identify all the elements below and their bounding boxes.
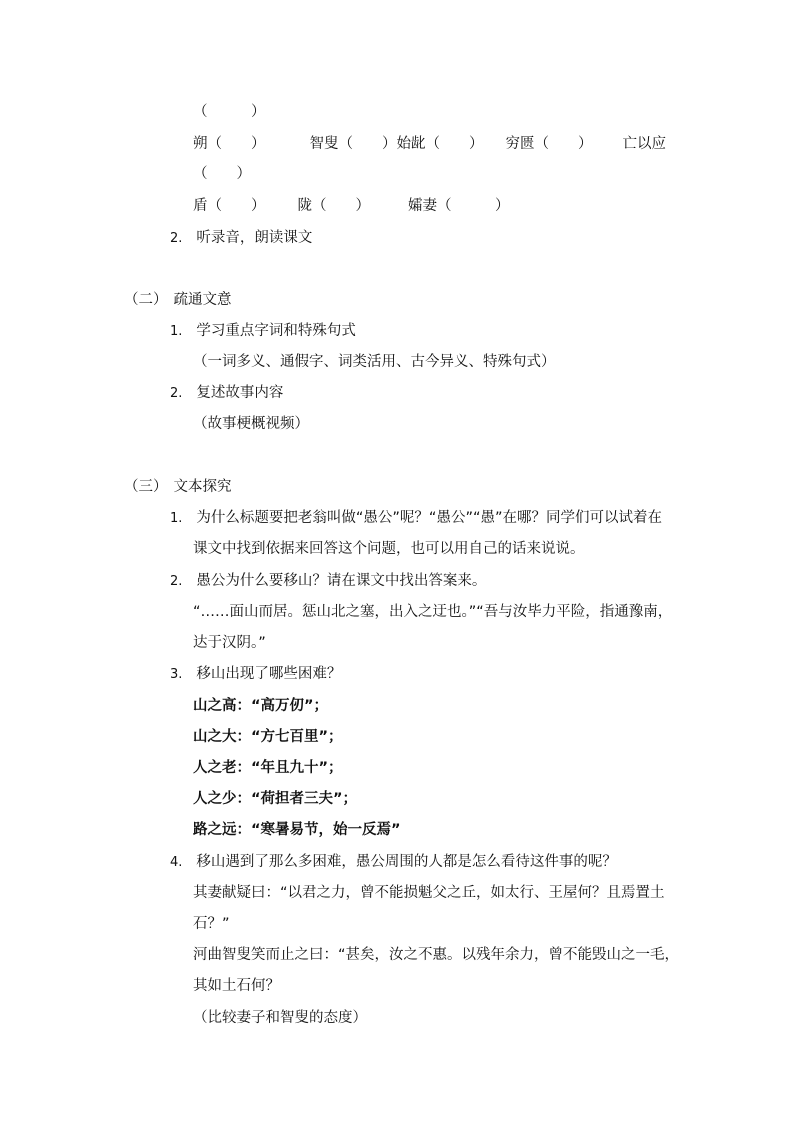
s2-item-2-note: （故事梗概视频） xyxy=(193,416,309,432)
pron-row-1 xyxy=(193,134,666,154)
item-number: 3. xyxy=(170,667,183,682)
heading-number: （二） xyxy=(124,292,168,308)
s2-item-1 xyxy=(170,321,356,342)
item-number: 1. xyxy=(170,511,183,526)
compare-note: （比较妻子和智叟的态度） xyxy=(193,1010,367,1026)
pron-item: 亡以应 xyxy=(622,136,666,152)
pron-item: 智叟（ ）始龀（ ） xyxy=(309,136,484,152)
wife-quote-cont: 石？” xyxy=(193,916,230,932)
heading-number: （三） xyxy=(124,479,168,495)
item-text: 学习重点字词和特殊句式 xyxy=(196,323,356,339)
heading-text: 文本探究 xyxy=(173,479,232,495)
pron-item: 陇（ ） xyxy=(297,198,370,214)
section-heading-3 xyxy=(124,477,232,497)
item-number: 2. xyxy=(170,574,183,589)
section-heading-2 xyxy=(124,290,232,310)
s3-question-4 xyxy=(170,852,617,873)
heading-text: 疏通文意 xyxy=(173,292,232,308)
item-number: 2. xyxy=(170,386,183,401)
difficulty-item: 路之远：“寒暑易节，始一反焉” xyxy=(193,822,401,838)
item-number: 1. xyxy=(170,324,183,339)
s2-item-1-note: （一词多义、通假字、词类活用、古今异义、特殊句式） xyxy=(193,354,556,370)
difficulty-item: 山之高：“高万仞”； xyxy=(193,698,329,714)
zhisou-quote-cont: 其如土石何？ xyxy=(193,978,280,994)
zhisou-quote: 河曲智叟笑而止之曰：“甚矣，汝之不惠。以残年余力，曾不能毁山之一毛， xyxy=(193,947,680,963)
item-text: 移山出现了哪些困难？ xyxy=(196,666,342,682)
difficulty-item: 人之少：“荷担者三夫”； xyxy=(193,791,358,807)
pron-item: 孀妻（ ） xyxy=(408,198,510,214)
item-text: 移山遇到了那么多困难，愚公周围的人都是怎么看待这件事的呢？ xyxy=(196,854,617,870)
s1-item-2 xyxy=(170,228,312,249)
s3-question-3 xyxy=(170,664,341,685)
s2-item-2 xyxy=(170,383,283,404)
s3-question-1-cont: 课文中找到依据来回答这个问题，也可以用自己的话来说说。 xyxy=(193,541,585,557)
item-text: 为什么标题要把老翁叫做“愚公”呢？“愚公”“愚”在哪？同学们可以试着在 xyxy=(196,510,662,526)
pron-item: 朔（ ） xyxy=(193,136,266,152)
s3-question-2 xyxy=(170,571,486,592)
item-number: 4. xyxy=(170,855,183,870)
s3-question-1 xyxy=(170,508,662,529)
s3-question-2-quote-cont: 达于汉阴。” xyxy=(193,635,266,651)
wife-quote: 其妻献疑曰：“以君之力，曾不能损魁父之丘，如太行、王屋何？且焉置土 xyxy=(193,885,665,901)
difficulty-item: 人之老：“年且九十”； xyxy=(193,760,343,776)
pron-item: 盾（ ） xyxy=(193,198,266,214)
s3-question-2-quote: “……面山而居。惩山北之塞，出入之迂也。”“吾与汝毕力平险，指通豫南， xyxy=(193,604,673,620)
item-text: 听录音，朗读课文 xyxy=(196,230,313,246)
pron-row-2 xyxy=(193,196,510,216)
difficulty-item: 山之大：“方七百里”； xyxy=(193,729,343,745)
pron-item: 穷匮（ ） xyxy=(505,136,593,152)
item-text: 愚公为什么要移山？请在课文中找出答案来。 xyxy=(196,573,487,589)
blank-line-top: （ ） xyxy=(193,104,266,120)
blank-line-mid: （ ） xyxy=(193,166,251,182)
item-number: 2. xyxy=(170,231,183,246)
item-text: 复述故事内容 xyxy=(196,385,284,401)
